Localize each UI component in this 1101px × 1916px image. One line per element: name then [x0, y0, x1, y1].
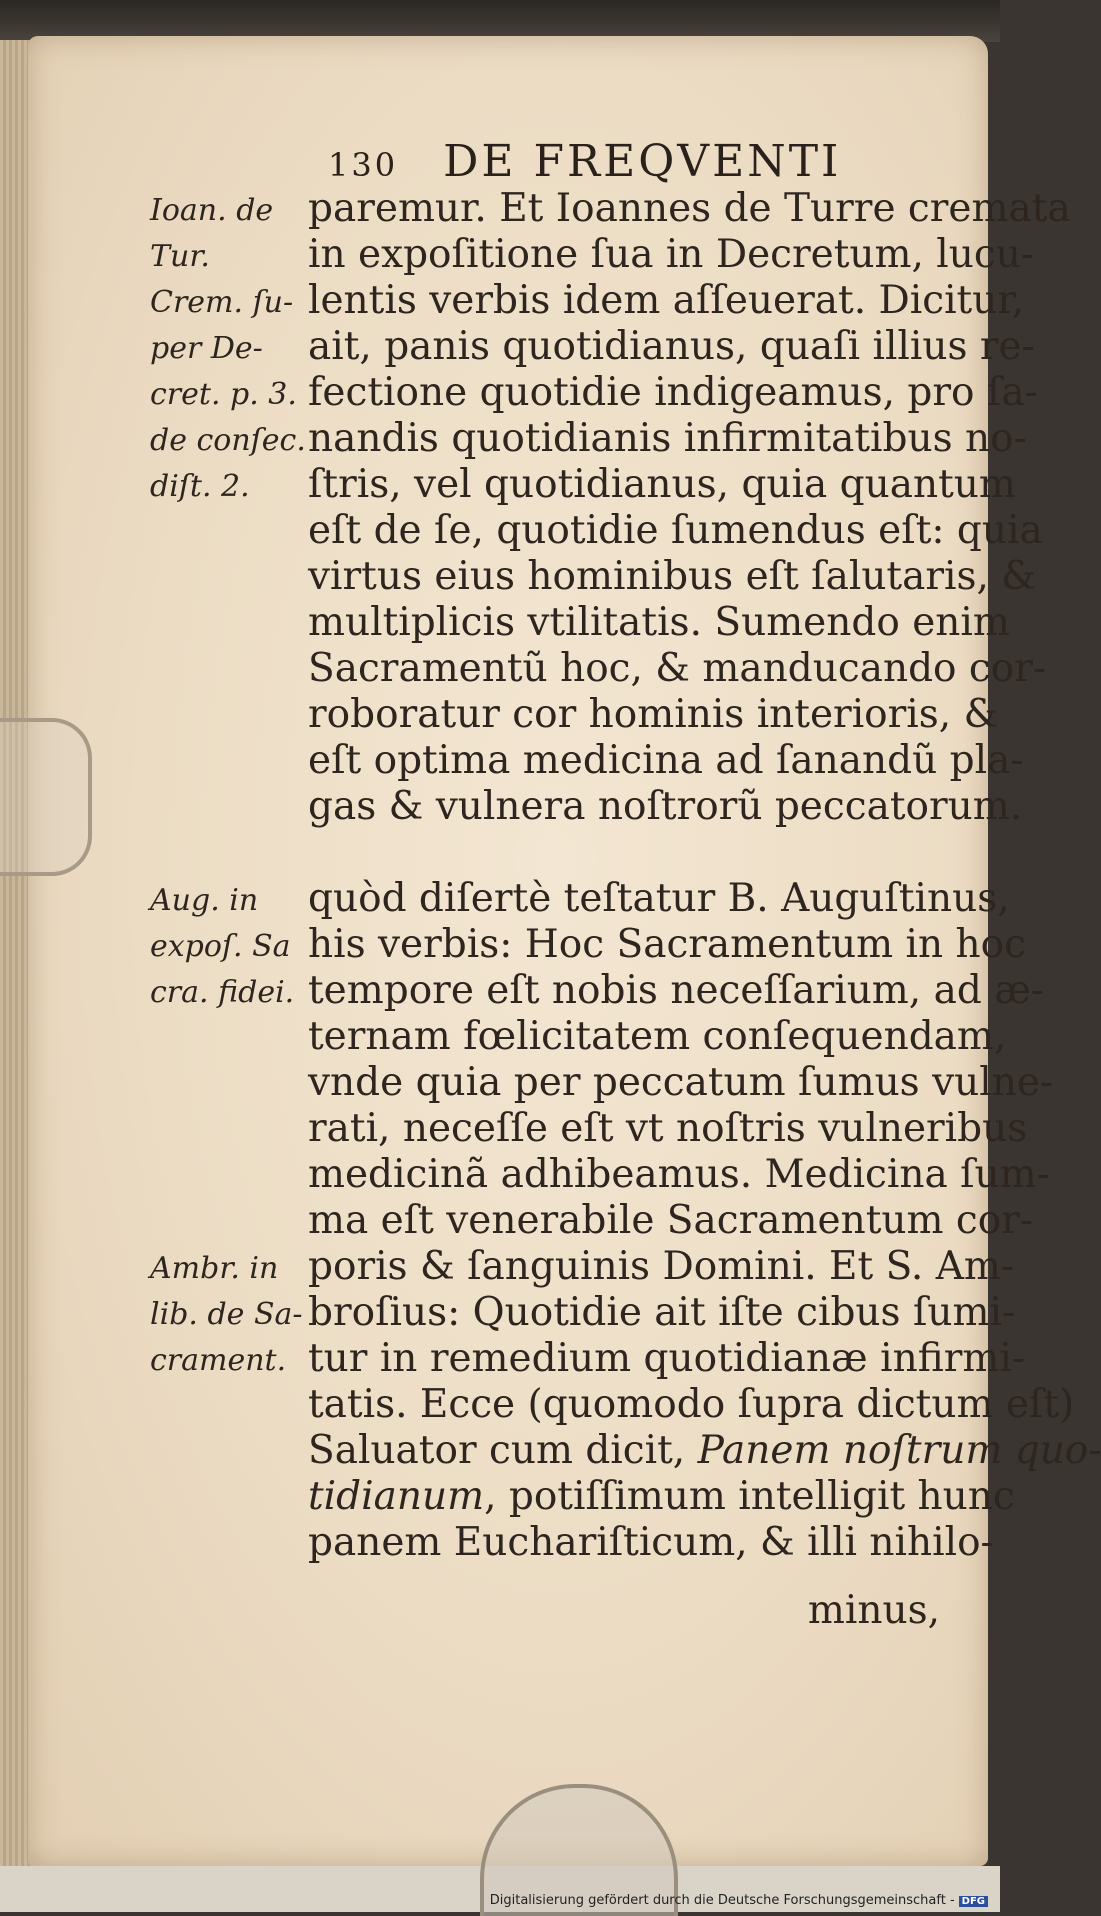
- margin-note: Aug. in: [150, 883, 259, 918]
- text-line: tatis. Ecce (quomodo ſupra dictum eſt): [308, 1382, 1075, 1427]
- text-line: tur in remedium quotidianæ infirmi-: [308, 1336, 1025, 1381]
- text-line: virtus eius hominibus eſt ſalutaris, &: [308, 554, 1036, 599]
- margin-note: expoſ. Sa: [150, 929, 291, 964]
- text-line: ait, panis quotidianus, quaſi illius re-: [308, 324, 1035, 369]
- text-line: [308, 1474, 1015, 1520]
- text-segment: , potiſſimum intelligit hunc: [484, 1474, 1015, 1519]
- text-line: nandis quotidianis infirmitatibus no-: [308, 416, 1027, 461]
- text-line: roboratur cor hominis interioris, &: [308, 692, 999, 737]
- running-header: [328, 136, 841, 187]
- text-line: ternam fœlicitatem conſequendam,: [308, 1014, 1007, 1059]
- text-line: eſt de ſe, quotidie ſumendus eſt: quia: [308, 508, 1043, 553]
- margin-note: Ioan. de: [150, 193, 274, 228]
- margin-note: Crem. ſu-: [150, 285, 294, 320]
- text-line: eſt optima medicina ad ſanandũ pla-: [308, 738, 1024, 783]
- text-line: in expoſitione ſua in Decretum, lucu-: [308, 232, 1035, 277]
- margin-note: Ambr. in: [150, 1251, 279, 1286]
- text-segment: Saluator cum dicit,: [308, 1428, 698, 1473]
- text-line: ma eſt venerabile Sacramentum cor-: [308, 1198, 1034, 1243]
- margin-note: diſt. 2.: [150, 469, 250, 504]
- text-line: panem Euchariſticum, & illi nihilo-: [308, 1520, 994, 1565]
- margin-note: cret. p. 3.: [150, 377, 297, 412]
- margin-note: crament.: [150, 1343, 287, 1378]
- margin-note: lib. de Sa-: [150, 1297, 303, 1332]
- page-number: 130: [328, 146, 399, 184]
- text-line: broſius: Quotidie ait iſte cibus ſumi-: [308, 1290, 1016, 1335]
- text-line: multiplicis vtilitatis. Sumendo enim: [308, 600, 1010, 645]
- text-line: fectione quotidie indigeamus, pro ſa-: [308, 370, 1038, 415]
- text-line: [308, 1428, 1101, 1474]
- margin-note: cra. fidei.: [150, 975, 295, 1010]
- page-title: DE FREQVENTI: [443, 136, 842, 187]
- dfg-logo: DFG: [959, 1896, 988, 1907]
- page-clip: [0, 718, 92, 876]
- catchword: minus,: [807, 1588, 940, 1633]
- credit-text: Digitalisierung gefördert durch die Deutsche Forschungsgemeinschaft -: [489, 1893, 955, 1908]
- text-line: poris & ſanguinis Domini. Et S. Am-: [308, 1244, 1015, 1289]
- text-line: tempore eſt nobis neceſſarium, ad æ-: [308, 968, 1045, 1013]
- margin-note: per De-: [150, 331, 263, 366]
- text-line: paremur. Et Ioannes de Turre cremata: [308, 186, 1071, 231]
- text-italic: Panem noſtrum quo-: [697, 1428, 1101, 1473]
- digitization-credit: [490, 1893, 988, 1908]
- text-line: rati, neceſſe eſt vt noſtris vulneribus: [308, 1106, 1028, 1151]
- text-line: gas & vulnera noſtrorũ peccatorum.: [308, 784, 1023, 829]
- text-line: his verbis: Hoc Sacramentum in hoc: [308, 922, 1026, 967]
- text-line: lentis verbis idem aſſeuerat. Dicitur,: [308, 278, 1025, 323]
- text-italic: tidianum: [308, 1474, 485, 1519]
- text-line: medicinã adhibeamus. Medicina ſum-: [308, 1152, 1050, 1197]
- text-line: Sacramentũ hoc, & manducando cor-: [308, 646, 1047, 691]
- margin-note: de conſec.: [150, 423, 306, 458]
- book-page: [28, 36, 1101, 1866]
- margin-note: Tur.: [150, 239, 210, 274]
- text-line: ſtris, vel quotidianus, quia quantum: [308, 462, 1016, 507]
- text-line: quòd diſertè teſtatur B. Auguſtinus,: [308, 876, 1010, 921]
- text-line: vnde quia per peccatum ſumus vulne-: [308, 1060, 1054, 1105]
